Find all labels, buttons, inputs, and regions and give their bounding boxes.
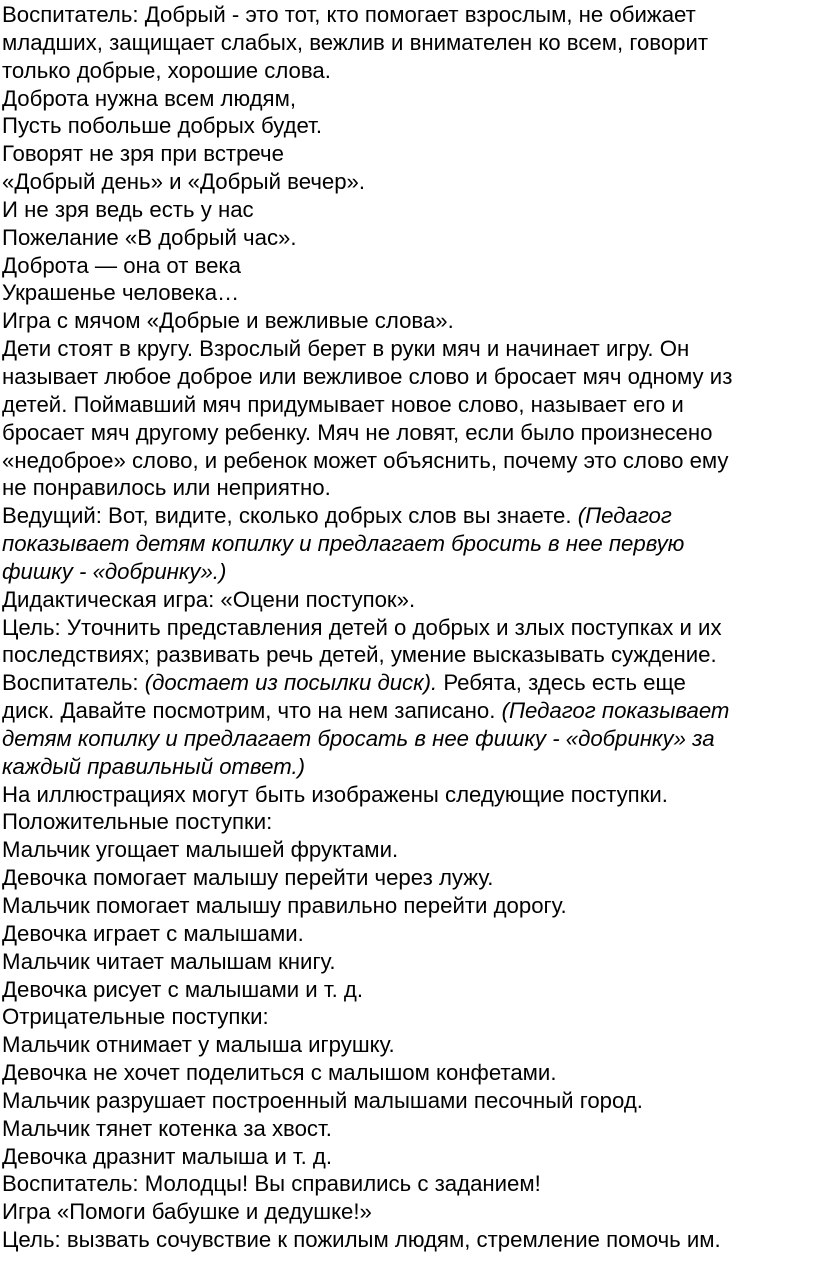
text-segment: только добрые, хорошие слова.	[2, 57, 331, 83]
text-line	[2, 1031, 816, 1059]
text-segment: Ведущий: Вот, видите, сколько добрых слов вы знаете.	[2, 503, 578, 529]
text-segment: Цель: вызвать сочувствие к пожилым людям, стремление помочь им.	[2, 1227, 721, 1253]
text-line	[2, 307, 816, 335]
text-segment: Украшенье человека…	[2, 280, 240, 306]
text-segment: Мальчик отнимает у малыша игрушку.	[2, 1032, 395, 1058]
text-segment: Девочка играет с малышами.	[2, 920, 304, 946]
text-segment: Игра с мячом «Добрые и вежливые слова».	[2, 308, 454, 334]
text-line	[2, 363, 816, 391]
italic-text-segment: детям копилку и предлагает бросать в нее фишку - «добринку» за	[2, 725, 715, 751]
text-line	[2, 29, 816, 57]
text-segment: Доброта нужна всем людям,	[2, 85, 296, 111]
text-line	[2, 558, 816, 586]
text-segment: последствиях; развивать речь детей, умение высказывать суждение.	[2, 642, 717, 668]
text-segment: Цель: Уточнить представления детей о добрых и злых поступках и их	[2, 614, 722, 640]
text-line	[2, 279, 816, 307]
text-segment: Девочка помогает малышу перейти через лужу.	[2, 865, 494, 891]
text-segment: Пожелание «В добрый час».	[2, 224, 297, 250]
text-segment: Воспитатель: Добрый - это тот, кто помогает взрослым, не обижает	[2, 2, 696, 27]
text-line	[2, 836, 816, 864]
text-line	[2, 781, 816, 809]
text-segment: Доброта — она от века	[2, 252, 241, 278]
text-segment: бросает мяч другому ребенку. Мяч не ловят, если было произнесено	[2, 419, 713, 445]
text-segment: Мальчик угощает малышей фруктами.	[2, 837, 399, 863]
text-line	[2, 335, 816, 363]
text-segment: не понравилось или неприятно.	[2, 475, 331, 501]
text-line	[2, 474, 816, 502]
text-segment: И не зря ведь есть у нас	[2, 196, 254, 222]
text-line	[2, 920, 816, 948]
text-line	[2, 391, 816, 419]
text-line	[2, 57, 816, 85]
text-segment: Дидактическая игра: «Оцени поступок».	[2, 586, 416, 612]
text-line	[2, 447, 816, 475]
text-line	[2, 1115, 816, 1143]
text-segment: Дети стоят в кругу. Взрослый берет в руки мяч и начинает игру. Он	[2, 336, 690, 362]
italic-text-segment: фишку - «добринку».)	[2, 558, 227, 584]
text-line	[2, 1003, 816, 1031]
text-line	[2, 168, 816, 196]
text-line	[2, 892, 816, 920]
text-line	[2, 530, 816, 558]
text-line	[2, 697, 816, 725]
text-line	[2, 1198, 816, 1226]
text-line	[2, 753, 816, 781]
text-line	[2, 85, 816, 113]
text-segment: Ребята, здесь есть еще	[437, 670, 686, 696]
text-segment: детей. Поймавший мяч придумывает новое слово, называет его и	[2, 391, 684, 417]
italic-text-segment: (Педагог	[577, 503, 672, 529]
text-line	[2, 1170, 816, 1198]
text-segment: Мальчик разрушает построенный малышами песочный город.	[2, 1087, 643, 1113]
text-segment: диск. Давайте посмотрим, что на нем записано.	[2, 698, 502, 724]
text-line	[2, 614, 816, 642]
text-line	[2, 1087, 816, 1115]
text-line	[2, 948, 816, 976]
text-segment: называет любое доброе или вежливое слово и бросает мяч одному из	[2, 363, 733, 389]
text-line	[2, 1, 816, 29]
text-line	[2, 1143, 816, 1171]
italic-text-segment: каждый правильный ответ.)	[2, 753, 305, 779]
text-segment: Отрицательные поступки:	[2, 1004, 269, 1030]
text-segment: Девочка дразнит малыша и т. д.	[2, 1143, 333, 1169]
text-line	[2, 976, 816, 1004]
italic-text-segment: (Педагог показывает	[501, 698, 730, 724]
text-line	[2, 669, 816, 697]
text-line	[2, 140, 816, 168]
text-line	[2, 502, 816, 530]
text-line	[2, 112, 816, 140]
text-line	[2, 1059, 816, 1087]
text-line	[2, 419, 816, 447]
text-segment: Пусть побольше добрых будет.	[2, 113, 323, 139]
text-line	[2, 224, 816, 252]
text-line	[2, 196, 816, 224]
text-segment: Воспитатель: Молодцы! Вы справились с заданием!	[2, 1171, 541, 1197]
text-line	[2, 641, 816, 669]
text-segment: Девочка не хочет поделиться с малышом конфетами.	[2, 1060, 557, 1086]
text-segment: «недоброе» слово, и ребенок может объяснить, почему это слово ему	[2, 447, 729, 473]
text-segment: Мальчик читает малышам книгу.	[2, 948, 336, 974]
text-segment: Говорят не зря при встрече	[2, 141, 284, 167]
text-segment: Мальчик помогает малышу правильно перейти дорогу.	[2, 893, 567, 918]
text-segment: младших, защищает слабых, вежлив и внимателен ко всем, говорит	[2, 29, 709, 55]
italic-text-segment: показывает детям копилку и предлагает бросить в нее первую	[2, 531, 685, 557]
text-line	[2, 1226, 816, 1254]
text-line	[2, 808, 816, 836]
text-line	[2, 252, 816, 280]
document-body	[2, 1, 816, 1254]
text-line	[2, 725, 816, 753]
text-segment: Положительные поступки:	[2, 809, 273, 835]
text-segment: Воспитатель:	[2, 670, 145, 696]
text-segment: Мальчик тянет котенка за хвост.	[2, 1115, 332, 1141]
text-segment: Игра «Помоги бабушке и дедушке!»	[2, 1199, 372, 1225]
text-segment: Девочка рисует с малышами и т. д.	[2, 976, 364, 1002]
text-line	[2, 864, 816, 892]
italic-text-segment: (достает из посылки диск).	[144, 670, 438, 696]
text-segment: «Добрый день» и «Добрый вечер».	[2, 169, 366, 195]
text-segment: На иллюстрациях могут быть изображены следующие поступки.	[2, 781, 668, 807]
text-line	[2, 586, 816, 614]
